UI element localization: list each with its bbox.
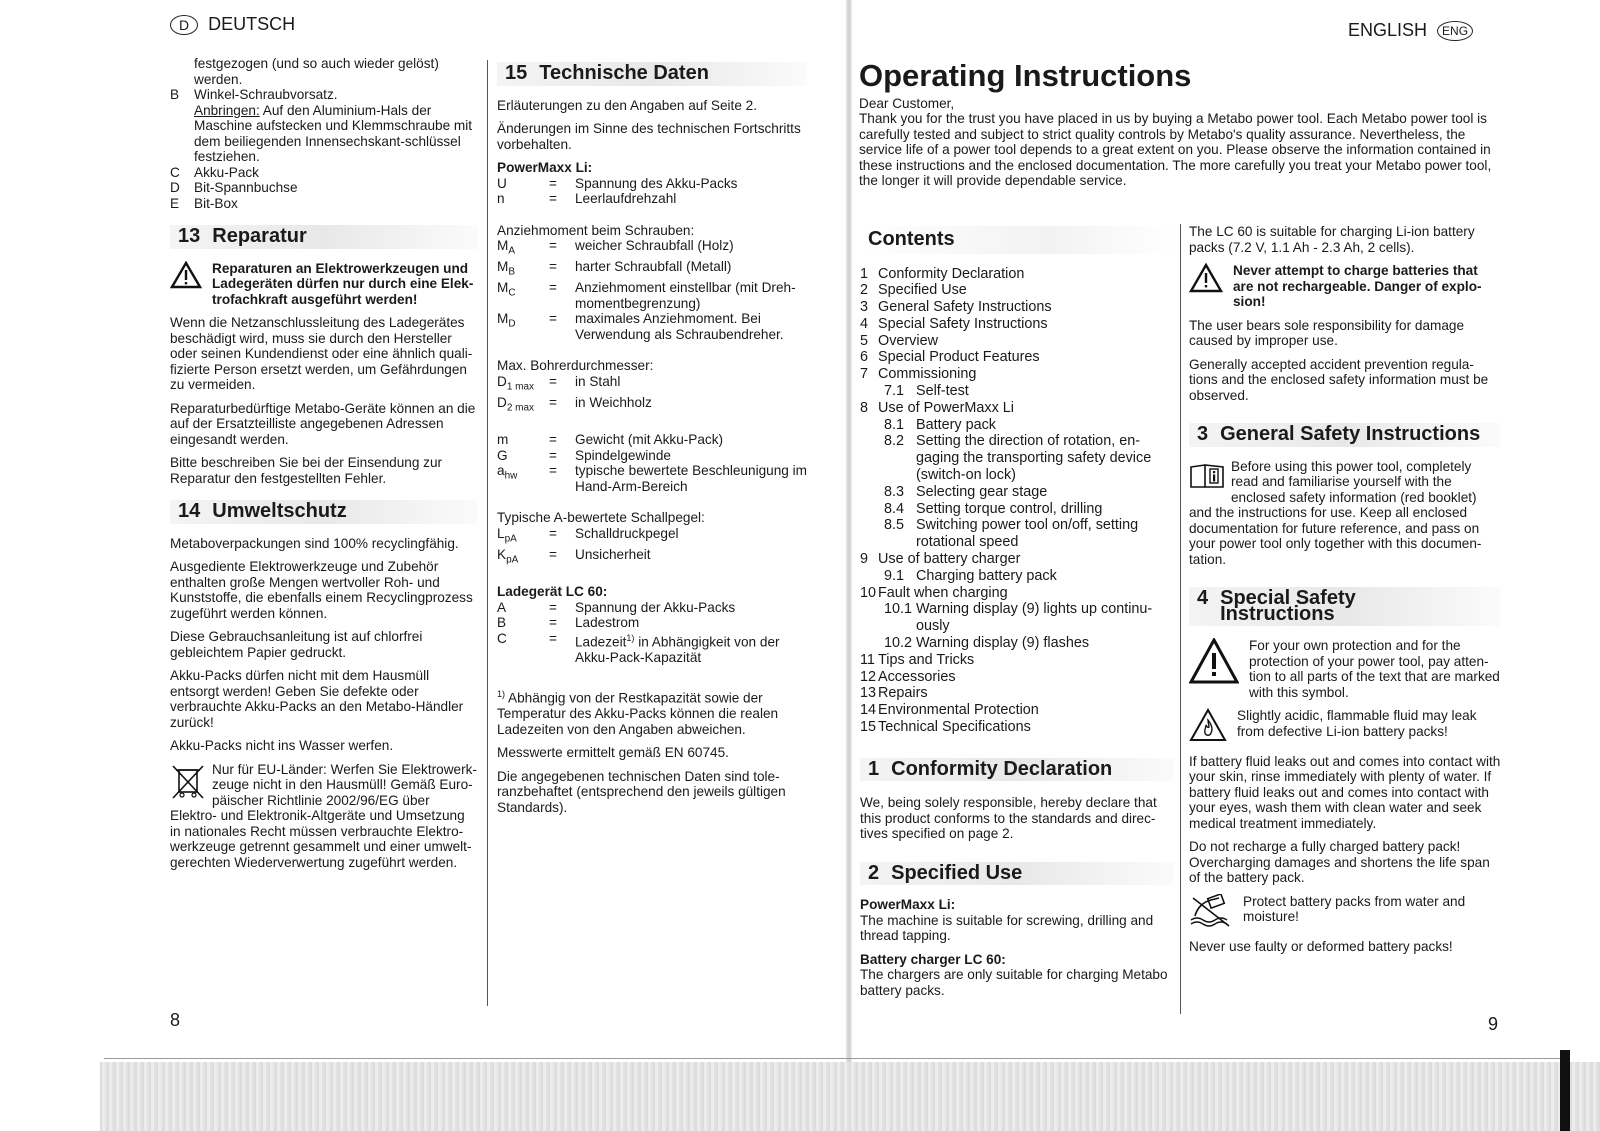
paragraph: Do not recharge a fully charged battery pack! Overcharging damages and shortens the life span of the battery pack. — [1189, 839, 1490, 885]
toc-number: 8 — [860, 399, 869, 416]
toc-item — [860, 333, 1174, 350]
warning-text: Never attempt to charge batteries that are not rechargeable. Danger of explo-sion! — [1233, 263, 1482, 309]
toc-number: 9.1 — [884, 567, 905, 584]
spec-group-label: Ladegerät LC 60: — [497, 584, 608, 600]
paragraph: Akku-Packs dürfen nicht mit dem Hausmüll entsorgt werden! Geben Sie defekte oder verbrauchte Akku-Packs an den Metabo-Händler zurück! — [170, 668, 464, 730]
spec-symbol: $M_A$ — [497, 238, 515, 257]
spec-description: Unsicherheit — [575, 547, 651, 563]
spec-desc-part: in Abhängigkeit von der Akku-Pack-Kapazität — [575, 634, 780, 665]
spec-group-label: Typische A-bewertete Schallpegel: — [497, 510, 705, 526]
list-text: Bit-Spannbuchse — [194, 180, 298, 195]
spec-symbol: B — [497, 615, 507, 631]
section-title: Umweltschutz — [212, 500, 347, 522]
spec-equals: = — [549, 463, 557, 479]
toc-item — [860, 669, 1174, 686]
toc-number: 10.2 — [884, 635, 913, 652]
section-number: 15 — [505, 62, 528, 84]
spec-subscript: D — [508, 319, 516, 331]
spec-definition-row — [497, 432, 807, 448]
warning-text: Reparaturen an Elektrowerkzeugen und Ladegeräten dürfen nur durch eine Elek-trofachkraft ausgeführt werden! — [212, 260, 474, 307]
paragraph: Ausgediente Elektrowerkzeuge und Zubehör enthalten große Mengen wertvoller Roh- und Kunststoffe, die ebenfalls einem Recyclingprozess zugeführt werden können. — [170, 559, 473, 621]
right-column-1 — [860, 226, 1174, 1006]
spec-symbol: n — [497, 191, 505, 206]
spec-definition-row — [497, 600, 807, 616]
spec-description: Spannung der Akku-Packs — [575, 599, 736, 615]
spec-description: Spindelgewinde — [575, 447, 671, 463]
toc-number: 8.4 — [884, 500, 905, 517]
toc-title: Environmental Protection — [878, 702, 1039, 719]
spec-description: harter Schraubfall (Metall) — [575, 259, 732, 275]
section-title: Specified Use — [891, 861, 1023, 884]
spec-equals: = — [549, 191, 557, 206]
toc-item — [860, 366, 1174, 383]
spec-symbol: G — [497, 447, 508, 463]
spec-definition-row — [497, 176, 807, 192]
spec-equals: = — [549, 395, 557, 411]
paragraph: Akku-Packs nicht ins Wasser werfen. — [170, 738, 394, 753]
spec-symbol: $a_{hw}$ — [497, 463, 518, 483]
section-number: 4 — [1197, 587, 1209, 609]
toc-title: Conformity Declaration — [878, 265, 1025, 282]
warning-block — [1189, 638, 1501, 700]
toc-item — [860, 635, 1174, 652]
paragraph: Änderungen im Sinne des technischen Fortschritts vorbehalten. — [497, 121, 801, 152]
spec-definition-row — [497, 374, 807, 395]
toc-title: Fault when charging — [878, 584, 1008, 601]
toc-item — [860, 501, 1174, 518]
salutation: Dear Customer, — [859, 95, 955, 111]
paragraph: If battery fluid leaks out and comes into contact with your skin, rinse immediately with plenty of water. If battery fluid leaks out and comes into contact with your eyes, wash them with clean water and seek medical treatment immediately. — [1189, 753, 1501, 831]
toc-title: Accessories — [878, 668, 956, 685]
column-divider — [1180, 224, 1181, 1014]
toc-item — [860, 517, 1174, 551]
parts-list — [170, 165, 478, 212]
intro-continuation: festgezogen (und so auch wieder gelöst) werden. — [194, 56, 439, 87]
toc-item — [860, 349, 1174, 366]
flammable-warning-icon — [1189, 708, 1227, 746]
spec-definition-row — [497, 311, 807, 342]
spec-symbol: $M_D$ — [497, 311, 516, 331]
paragraph: Metaboverpackungen sind 100% recyclingfähig. — [170, 535, 459, 551]
paragraph: Die angegebenen technischen Daten sind tole-ranzbehaftet (entsprechend den jeweils gültigen Standards). — [497, 768, 786, 815]
subheading: PowerMaxx Li: — [860, 897, 956, 913]
warning-text: Slightly acidic, flammable fluid may leak from defective Li-ion battery packs! — [1237, 708, 1477, 739]
item-b-label: Anbringen: — [194, 102, 260, 118]
spec-equals: = — [549, 280, 557, 296]
spec-description — [575, 631, 807, 666]
paragraph: The user bears sole responsibility for damage caused by improper use. — [1189, 317, 1465, 348]
section-heading-15 — [497, 62, 807, 86]
right-page-header — [1348, 20, 1473, 41]
spec-definition-row — [497, 191, 807, 207]
spec-subscript: C — [508, 288, 516, 300]
page-number-left: 8 — [170, 1010, 181, 1030]
intro-section — [859, 58, 1501, 189]
language-label-de: DEUTSCH — [208, 14, 296, 34]
left-page-header — [170, 14, 295, 35]
toc-number: 4 — [860, 315, 869, 332]
protect-from-water-note — [1189, 894, 1501, 932]
spec-symbol: $M_B$ — [497, 259, 515, 278]
page-number-right: 9 — [1488, 1014, 1499, 1034]
spec-symbol: $L_{pA}$ — [497, 525, 517, 545]
spec-definition-row — [497, 448, 807, 464]
section-number: 1 — [868, 757, 880, 780]
paragraph: The machine is suitable for screwing, drilling and thread tapping. — [860, 912, 1154, 944]
language-badge-en: ENG — [1437, 21, 1473, 41]
section-heading-1 — [860, 758, 1174, 782]
toc-number: 10.1 — [884, 601, 913, 618]
toc-number: 1 — [860, 265, 869, 282]
spec-definition-row — [497, 280, 807, 311]
list-key: D — [170, 180, 180, 195]
spec-description: in Stahl — [575, 373, 621, 389]
paragraph: Generally accepted accident prevention regula-tions and the enclosed safety information must be observed. — [1189, 356, 1489, 403]
paragraph: We, being solely responsible, hereby declare that this product conforms to the standards and direc-tives specified on page 2. — [860, 795, 1157, 842]
spec-description: Gewicht (mit Akku-Pack) — [575, 432, 724, 448]
read-manual-icon — [1189, 463, 1225, 493]
page-title: Operating Instructions — [859, 58, 1192, 93]
spec-symbol: $D_{2 max}$ — [497, 395, 535, 414]
spec-equals: = — [549, 447, 557, 463]
toc-item — [860, 484, 1174, 501]
toc-title: Specified Use — [878, 282, 967, 299]
item-b-text: Winkel-Schraubvorsatz. — [194, 87, 338, 102]
warning-block — [170, 261, 478, 308]
toc-number: 7.1 — [884, 383, 905, 400]
toc-title: Overview — [878, 332, 938, 349]
spec-symbol: $K_{pA}$ — [497, 547, 519, 566]
spec-equals: = — [549, 238, 557, 253]
toc-number: 8.3 — [884, 483, 905, 500]
spec-symbol: $M_C$ — [497, 280, 516, 300]
spec-subscript: pA — [504, 533, 517, 545]
spec-group-label: Anziehmoment beim Schrauben: — [497, 222, 695, 238]
toc-number: 9 — [860, 551, 869, 568]
spec-desc-part: Ladezeit — [575, 634, 627, 650]
spec-description: maximales Anziehmoment. Bei Verwendung als Schraubendreher. — [575, 311, 784, 342]
spec-equals: = — [549, 599, 557, 615]
paragraph: Never use faulty or deformed battery packs! — [1189, 939, 1453, 954]
toc-title: Special Product Features — [878, 349, 1040, 366]
warning-block — [1189, 708, 1501, 746]
spec-equals: = — [549, 373, 557, 389]
toc-title: Warning display (9) flashes — [916, 635, 1090, 652]
toc-title: Self-test — [916, 383, 969, 400]
paragraph: The chargers are only suitable for charging Metabo battery packs. — [860, 967, 1168, 998]
spec-subscript: hw — [504, 471, 518, 483]
spec-description: typische bewertete Beschleunigung im Hand-Arm-Bereich — [575, 463, 807, 494]
title-line: Instructions — [1220, 602, 1335, 625]
spec-equals: = — [549, 259, 557, 275]
toc-item — [860, 417, 1174, 434]
spec-definitions — [497, 600, 807, 631]
column-divider — [487, 60, 488, 1006]
section-heading-13 — [170, 225, 478, 249]
spec-description: Schalldruckpegel — [575, 525, 679, 541]
toc-item — [860, 551, 1174, 568]
spec-definition-row — [497, 615, 807, 631]
section-number: 2 — [868, 861, 880, 884]
spec-symbol: U — [497, 175, 507, 191]
contents-heading: Contents — [860, 226, 1174, 254]
footnote-mark: 1) — [497, 689, 506, 700]
toc-title: Battery pack — [916, 416, 996, 433]
spec-symbol: m — [497, 432, 509, 448]
section-heading-3 — [1189, 423, 1501, 447]
spec-definition-row — [497, 526, 807, 547]
paragraph: Messwerte ermittelt gemäß EN 60745. — [497, 745, 729, 761]
toc-title: Switching power tool on/off, setting rotational speed — [916, 517, 1139, 551]
section-title: General Safety Instructions — [1220, 423, 1481, 445]
spec-definition-row — [497, 463, 807, 494]
toc-item — [860, 719, 1174, 736]
spec-definition-row — [497, 547, 807, 568]
toc-item — [860, 568, 1174, 585]
spec-description: Spannung des Akku-Packs — [575, 175, 738, 191]
toc-item — [860, 383, 1174, 400]
section-heading-2 — [860, 862, 1174, 886]
spec-symbol: $D_{1 max}$ — [497, 373, 535, 393]
toc-item — [860, 316, 1174, 333]
spec-subscript: A — [508, 245, 515, 257]
toc-item — [860, 652, 1174, 669]
list-key: B — [170, 87, 180, 102]
s3-text: Before using this power tool, completely read and familiarise yourself with the enclosed safety information (red booklet) and the instructions for use. Keep all enclosed documentation for future reference, and pass on your power tool only together with this documen-tation. — [1189, 458, 1482, 567]
eu-disposal-note — [170, 762, 478, 871]
item-b-detail: Auf den Aluminium-Hals der Maschine aufstecken und Klemmschraube mit dem beiliegenden Innensechskant-schlüssel festziehen. — [194, 102, 473, 164]
toc-number: 2 — [860, 282, 869, 299]
paragraph: The LC 60 is suitable for charging Li-ion battery packs (7.2 V, 1.1 Ah - 2.3 Ah, 2 cells). — [1189, 224, 1475, 255]
toc-title: Use of PowerMaxx Li — [878, 399, 1014, 416]
toc-number: 8.2 — [884, 433, 905, 450]
spec-equals: = — [549, 615, 557, 631]
spec-equals: = — [549, 175, 557, 191]
list-item — [170, 165, 478, 181]
right-column-2 — [1189, 224, 1501, 963]
spec-definition-row — [497, 238, 807, 259]
left-column-2 — [497, 62, 807, 823]
toc-number: 6 — [860, 349, 869, 366]
spec-description: Anziehmoment einstellbar (mit Dreh-momentbegrenzung) — [575, 280, 796, 311]
toc-number: 5 — [860, 332, 869, 349]
toc-title: Special Safety Instructions — [878, 315, 1048, 332]
spec-group-label: Max. Bohrerdurchmesser: — [497, 358, 654, 374]
language-badge-de: D — [170, 15, 198, 35]
toc-title: Charging battery pack — [916, 567, 1057, 584]
spec-symbol: A — [497, 599, 507, 615]
spec-definitions — [497, 526, 807, 568]
toc-number: 14 — [860, 702, 877, 719]
toc-item — [860, 282, 1174, 299]
list-text — [194, 87, 478, 165]
spec-equals: = — [549, 432, 557, 448]
water-protection-icon — [1189, 894, 1233, 932]
paragraph: Wenn die Netzanschlussleitung des Ladegerätes beschädigt wird, muss sie durch den Hersteller oder seinen Kundendienst oder eine ähnlich quali-fizierte Person ersetzt werden, um Gefährdungen zu vermeiden. — [170, 315, 473, 392]
section-number: 13 — [178, 225, 201, 247]
list-key: C — [170, 164, 180, 180]
note-text: Protect battery packs from water and moisture! — [1243, 893, 1466, 924]
eu-disposal-text: Nur für EU-Länder: Werfen Sie Elektrowerk-zeuge nicht in den Hausmüll! Gemäß Euro-päischer Richtlinie 2002/96/EG über Elektro- und Elektronik-Altgeräte und Umsetzung in nationales Recht müssen verbrauchte Elektro-werkzeuge getrennt gesammelt und einer umwelt-gerechten Wiederverwertung zugeführt werden. — [170, 761, 477, 870]
spec-definition-row — [497, 259, 807, 280]
section-heading-14 — [170, 500, 478, 524]
toc-item — [860, 400, 1174, 417]
section-title — [1220, 587, 1356, 625]
toc-title: Use of battery charger — [878, 551, 1021, 568]
spec-description: Leerlaufdrehzahl — [575, 191, 677, 206]
warning-text: For your own protection and for the protection of your power tool, pay atten-tion to all parts of the text that are marked with this symbol. — [1249, 638, 1500, 700]
list-text: Akku-Pack — [194, 164, 259, 180]
section-title: Technische Daten — [539, 62, 709, 84]
subheading: Battery charger LC 60: — [860, 951, 1006, 967]
spec-description: weicher Schraubfall (Holz) — [575, 238, 734, 253]
list-item — [170, 196, 478, 212]
spec-subscript: 1 max — [506, 381, 535, 393]
spec-definition-row — [497, 631, 807, 666]
spec-definition-row — [497, 395, 807, 416]
toc-number: 12 — [860, 668, 877, 685]
warning-triangle-icon — [1189, 263, 1223, 297]
toc-item — [860, 585, 1174, 602]
paragraph: Diese Gebrauchsanleitung ist auf chlorfrei gebleichtem Papier gedruckt. — [170, 629, 423, 660]
right-page — [852, 0, 1600, 1080]
spec-equals: = — [549, 525, 557, 541]
language-label-en: ENGLISH — [1348, 20, 1428, 40]
paragraph: Reparaturbedürftige Metabo-Geräte können an die auf der Ersatzteilliste angegebenen Adressen eingesandt werden. — [170, 400, 476, 447]
toc-number: 15 — [860, 719, 877, 736]
section-title: Reparatur — [212, 225, 307, 247]
spec-symbol: C — [497, 630, 507, 646]
warning-triangle-icon — [170, 261, 202, 293]
paragraph-with-icon — [1189, 459, 1501, 568]
toc-title: Setting the direction of rotation, en-gaging the transporting safety device (switch-on lock) — [916, 433, 1152, 484]
spec-subscript: B — [508, 266, 515, 278]
toc-item — [860, 299, 1174, 316]
toc-number: 3 — [860, 299, 869, 316]
spec-definitions — [497, 176, 807, 207]
spec-description: Ladestrom — [575, 615, 640, 631]
toc-title: Warning display (9) lights up continu-ously — [916, 601, 1153, 635]
toc-item — [860, 433, 1174, 483]
footnote-text: Abhängig von der Restkapazität sowie der Temperatur des Akku-Packs können die realen Ladezeiten von den Angaben abweichen. — [497, 690, 779, 737]
left-column-1 — [170, 56, 478, 870]
footnote-ref: 1) — [626, 632, 635, 643]
toc-title: Technical Specifications — [878, 719, 1031, 736]
spec-equals: = — [549, 547, 557, 563]
toc-title: Selecting gear stage — [916, 483, 1048, 500]
title-line: Special Safety — [1220, 587, 1356, 609]
toc-title: Setting torque control, drilling — [916, 500, 1103, 517]
paragraph: Erläuterungen zu den Angaben auf Seite 2. — [497, 97, 757, 113]
spec-equals: = — [549, 630, 557, 646]
intro-paragraph: Thank you for the trust you have placed in us by buying a Metabo power tool. Each Metabo power tool is carefully tested and subject to strict quality controls by Metabo's quality assurance. Nevertheless, the service life of a power tool depends to a great extent on you. Please observe the information contained in these instructions and the enclosed documentation. The more carefully you treat your Metabo power tool, the longer it will provide dependable service. — [859, 111, 1492, 188]
spec-group-label: PowerMaxx Li: — [497, 160, 593, 175]
spec-description: in Weichholz — [575, 395, 652, 411]
footnote — [497, 687, 807, 737]
section-title: Conformity Declaration — [891, 757, 1113, 780]
table-of-contents — [860, 266, 1174, 736]
toc-item — [860, 601, 1174, 635]
toc-item — [860, 266, 1174, 283]
spec-definitions — [497, 374, 807, 416]
warning-triangle-icon — [1189, 638, 1239, 688]
paragraph: Bitte beschreiben Sie bei der Einsendung zur Reparatur den festgestellten Fehler. — [170, 455, 443, 486]
list-item — [170, 180, 478, 196]
toc-number: 10 — [860, 584, 877, 601]
toc-number: 13 — [860, 685, 877, 702]
toc-title: Repairs — [878, 685, 928, 702]
toc-number: 8.5 — [884, 517, 905, 534]
toc-item — [860, 702, 1174, 719]
list-key: E — [170, 195, 180, 211]
spec-subscript: 2 max — [506, 402, 535, 414]
spec-definitions — [497, 432, 807, 494]
toc-number: 7 — [860, 366, 869, 383]
section-number: 14 — [178, 500, 201, 522]
toc-title: Commissioning — [878, 366, 977, 383]
list-text: Bit-Box — [194, 195, 238, 211]
spec-equals: = — [549, 311, 557, 327]
toc-title: General Safety Instructions — [878, 299, 1052, 316]
toc-title: Tips and Tricks — [878, 651, 975, 668]
section-number: 3 — [1197, 423, 1209, 445]
toc-number: 8.1 — [884, 416, 905, 433]
warning-block — [1189, 263, 1501, 310]
toc-item — [860, 685, 1174, 702]
section-heading-4 — [1189, 587, 1501, 626]
spec-subscript: pA — [506, 554, 519, 566]
spec-definitions — [497, 238, 807, 342]
list-item-b — [170, 87, 478, 165]
crossed-bin-icon — [170, 762, 206, 806]
toc-number: 11 — [860, 651, 875, 668]
